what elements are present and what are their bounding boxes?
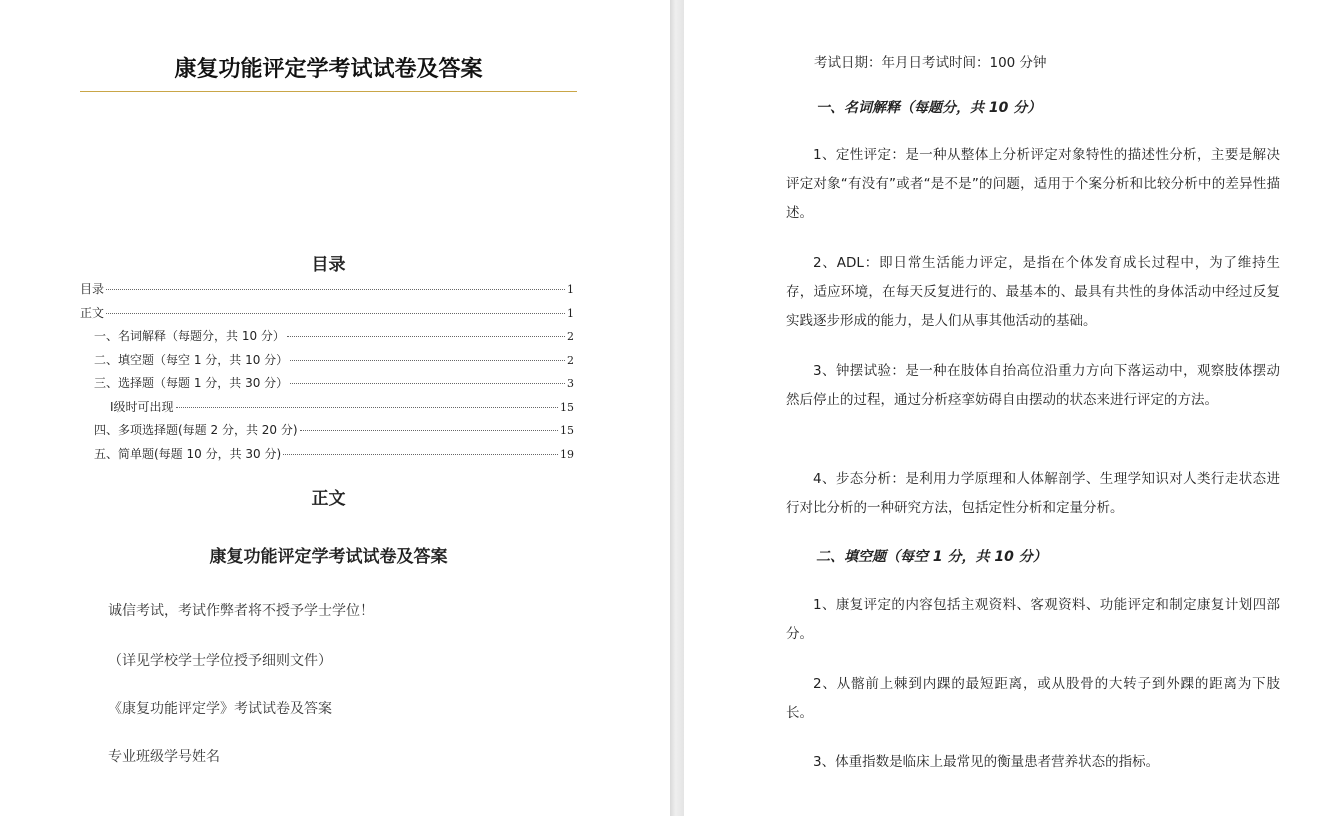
toc-entry[interactable] — [80, 398, 574, 422]
fill-blank-item: 2、从髂前上棘到内踝的最短距离，或从股骨的大转子到外踝的距离为下肢长。 — [786, 676, 1280, 721]
toc-leader-dots — [300, 430, 558, 431]
toc-entry-label: 正文 — [80, 305, 105, 320]
table-of-contents — [80, 280, 574, 468]
fill-blank-item: 1、康复评定的内容包括主观资料、客观资料、功能评定和制定康复计划四部分。 — [786, 597, 1280, 642]
toc-entry-label: 四、多项选择题(每题 2 分，共 20 分) — [94, 423, 298, 437]
toc-leader-dots — [290, 383, 565, 384]
document-title: 康复功能评定学考试试卷及答案 — [80, 52, 577, 92]
toc-heading: 目录 — [311, 255, 346, 275]
toc-page-number: 1 — [567, 283, 574, 296]
toc-entry-label: 一、名词解释（每题分，共 10 分） — [94, 329, 285, 343]
toc-entry[interactable] — [80, 445, 574, 469]
toc-page-number: 19 — [560, 447, 574, 461]
definition-item: 4、步态分析：是利用力学原理和人体解剖学、生理学知识对人类行走状态进行对比分析的一种研究方法，包括定性分析和定量分析。 — [786, 471, 1280, 516]
toc-entry-label: 五、简单题(每题 10 分，共 30 分) — [94, 446, 282, 461]
toc-entry[interactable] — [80, 280, 574, 304]
document-page-right — [684, 0, 1338, 816]
toc-entry-label: Ⅰ级时可出现 — [110, 399, 174, 414]
toc-entry-label: 三、选择题（每题 1 分，共 30 分） — [94, 376, 289, 390]
toc-page-number: 1 — [567, 306, 574, 320]
definition-item: 3、钟摆试验：是一种在肢体自抬高位沿重力方向下落运动中，观察肢体摆动然后停止的过程，通过分析痉挛妨碍自由摆动的状态来进行评定的方法。 — [786, 363, 1280, 408]
toc-entry[interactable] — [80, 351, 574, 375]
exam-subtitle: 康复功能评定学考试试卷及答案 — [209, 547, 448, 567]
exam-info: 考试日期：年月日考试时间：100 分钟 — [814, 55, 1047, 71]
fill-blank-item: 3、体重指数是临床上最常见的衡量患者营养状态的指标。 — [813, 754, 1160, 770]
definition-item: 1、定性评定：是一种从整体上分析评定对象特性的描述性分析，主要是解决评定对象“有没有”或者“是不是”的问题，适用于个案分析和比较分析中的差异性描述。 — [786, 147, 1280, 221]
toc-entry-label: 二、填空题（每空 1 分，共 10 分） — [94, 352, 289, 367]
page-gap — [670, 0, 684, 816]
section-heading-fill-blank: 二、填空题（每空 1 分，共 10 分） — [816, 549, 1047, 565]
body-heading: 正文 — [311, 489, 346, 509]
student-info-line: 专业班级学号姓名 — [108, 749, 220, 765]
toc-entry[interactable] — [80, 421, 574, 445]
toc-page-number: 15 — [560, 400, 574, 414]
honesty-notice: 诚信考试，考试作弊者将不授予学士学位！ — [108, 603, 374, 619]
toc-page-number: 3 — [567, 377, 574, 390]
toc-page-number: 2 — [567, 353, 574, 367]
toc-entry-label: 目录 — [80, 282, 105, 296]
toc-leader-dots — [176, 407, 558, 408]
section-heading-definitions: 一、名词解释（每题分，共 10 分） — [816, 100, 1042, 116]
toc-page-number: 2 — [567, 330, 574, 343]
definition-item: 2、ADL：即日常生活能力评定，是指在个体发育成长过程中，为了维持生存，适应环境，在每天反复进行的、最基本的、最具有共性的身体活动中经过反复实践逐步形成的能力，是人们从事其他活动的基础。 — [786, 255, 1280, 329]
toc-entry[interactable] — [80, 327, 574, 351]
toc-entry[interactable] — [80, 304, 574, 328]
toc-leader-dots — [106, 313, 565, 314]
toc-page-number: 15 — [560, 424, 574, 437]
toc-leader-dots — [106, 289, 565, 290]
toc-leader-dots — [290, 360, 565, 361]
toc-leader-dots — [283, 454, 558, 455]
regulation-note: （详见学校学士学位授予细则文件） — [108, 653, 332, 669]
toc-entry[interactable] — [80, 374, 574, 398]
exam-name-line: 《康复功能评定学》考试试卷及答案 — [108, 701, 332, 717]
toc-leader-dots — [287, 336, 565, 337]
